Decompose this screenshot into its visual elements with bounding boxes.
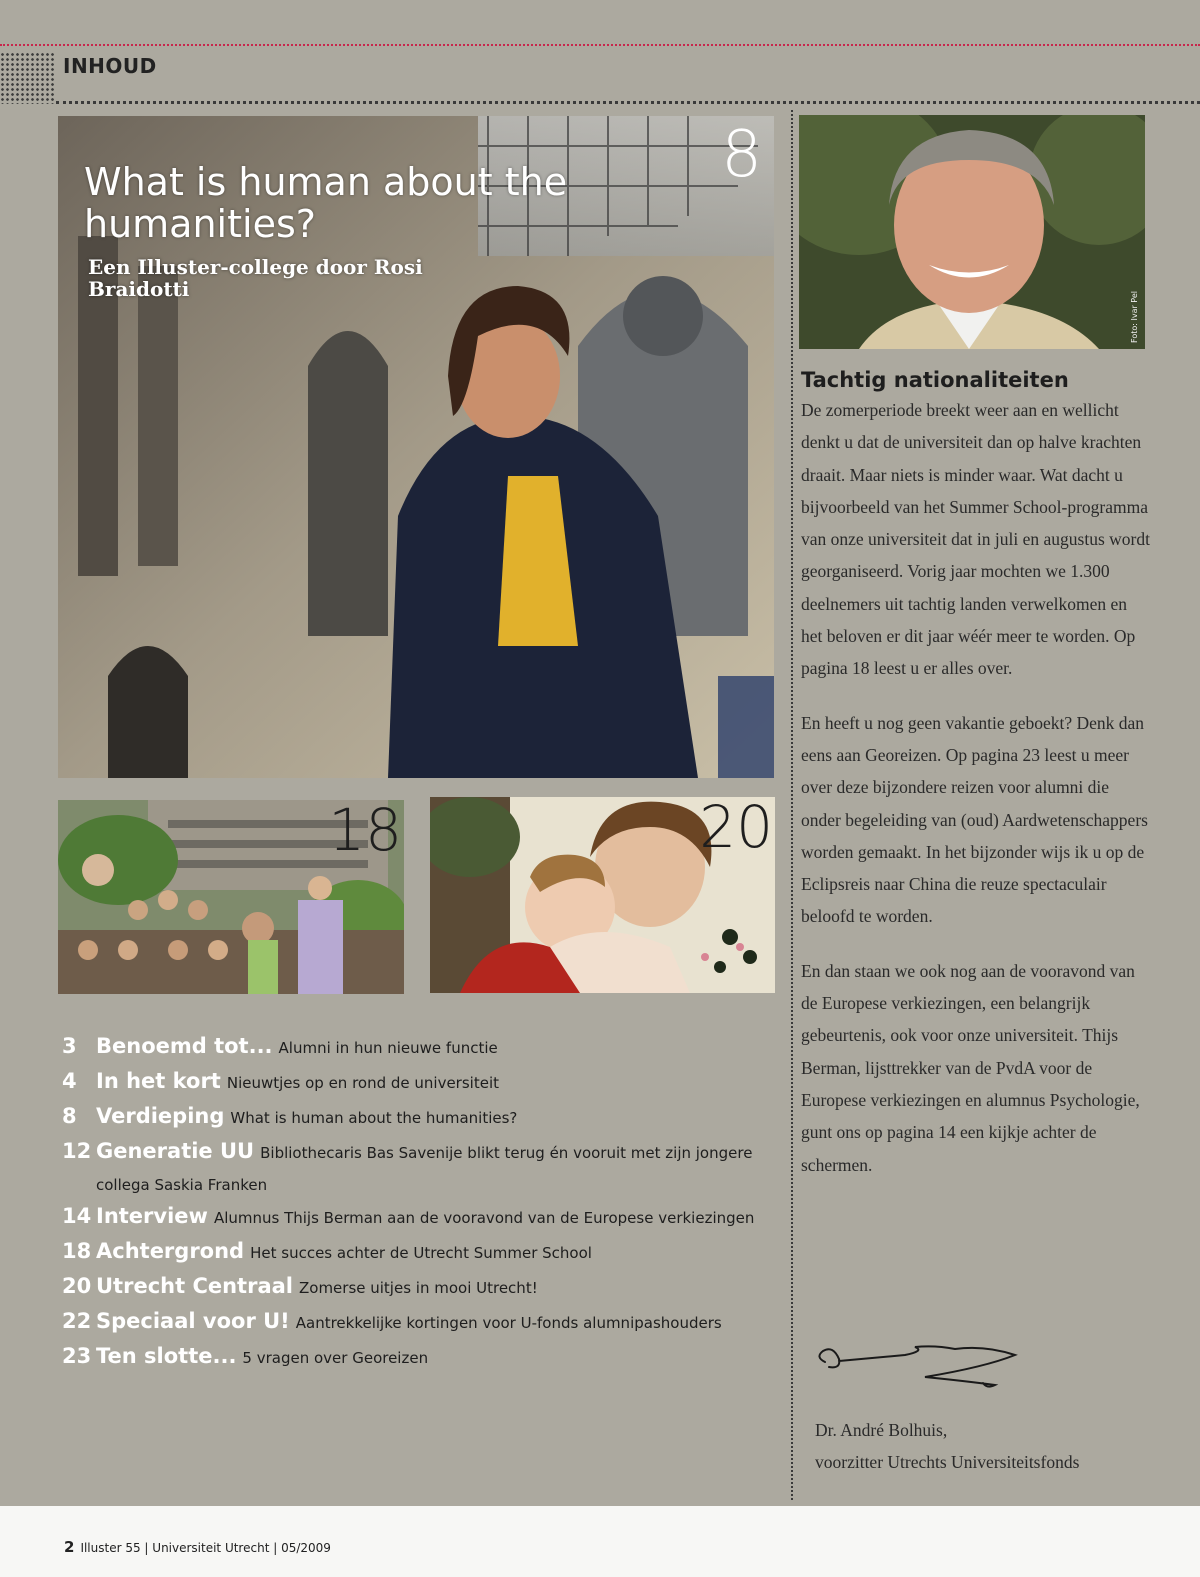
- editorial-paragraph: En dan staan we ook nog aan de vooravond van de Europese verkiezingen, een belangrijk gebeurtenis, ook voor onze universiteit. Thijs Berman, lijsttrekker van de PvdA voor de Europese verkiezingen en alumnus Psychologie, gunt ons op pagina 14 een kijkje achter de schermen.: [801, 960, 1140, 1175]
- summer-school-photo[interactable]: [58, 800, 404, 994]
- column-divider: [791, 110, 793, 1500]
- madonna-page-number: 20: [699, 797, 773, 861]
- page-title: INHOUD: [63, 54, 157, 78]
- editorial-paragraph: De zomerperiode breekt weer aan en wellicht denkt u dat de universiteit dan op halve krachten draait. Maar niets is minder waar. Wat dacht u bijvoorbeeld van het Summer School-programma van onze universiteit dat in juli en augustus wordt georganiseerd. Vorig jaar mochten we 1.300 deelnemers uit tachtig landen verwelkomen en het beloven er dit jaar wéér meer te worden. Op pagina 18 leest u er alles over.: [801, 400, 1150, 679]
- toc-section: Speciaal voor U!: [96, 1309, 290, 1333]
- toc-page-number: 23: [62, 1344, 92, 1368]
- signatory: [815, 1414, 1079, 1478]
- toc-page-number: 14: [62, 1204, 92, 1228]
- toc-page-number: 4: [62, 1069, 77, 1093]
- editor-portrait-photo[interactable]: [799, 115, 1145, 349]
- madonna-painting-photo[interactable]: [430, 797, 775, 993]
- toc-page-number: 18: [62, 1239, 92, 1263]
- toc-description: Bibliothecaris Bas Savenije blikt terug én vooruit met zijn jongere: [260, 1144, 753, 1162]
- summer-school-page-number: 18: [328, 800, 402, 864]
- toc-section: Utrecht Centraal: [96, 1274, 293, 1298]
- editorial-column: [801, 368, 1151, 1203]
- toc-section: Ten slotte...: [96, 1344, 237, 1368]
- toc-section: In het kort: [96, 1069, 221, 1093]
- toc-description: Nieuwtjes op en rond de universiteit: [226, 1074, 499, 1092]
- toc-section: Verdieping: [96, 1104, 225, 1128]
- toc-item[interactable]: [62, 1235, 782, 1270]
- toc-section: Generatie UU: [96, 1139, 255, 1163]
- footer-page-number: 2: [64, 1538, 75, 1556]
- toc-description: What is human about the humanities?: [230, 1109, 518, 1127]
- page-footer: [0, 1506, 1200, 1577]
- toc-section: Achtergrond: [96, 1239, 245, 1263]
- footer-publication: Illuster 55 | Universiteit Utrecht | 05/2009: [80, 1541, 331, 1555]
- editorial-title: Tachtig nationaliteiten: [801, 368, 1069, 392]
- toc-description-continuation: collega Saskia Franken: [96, 1176, 268, 1194]
- toc-section: Interview: [96, 1204, 208, 1228]
- photo-credit: Foto: Ivar Pel: [1130, 291, 1139, 343]
- portrait-illustration: [799, 115, 1145, 349]
- toc-item[interactable]: [62, 1340, 782, 1375]
- feature-page-number: 8: [721, 118, 762, 192]
- toc-item[interactable]: [62, 1200, 782, 1235]
- toc-description: Het succes achter de Utrecht Summer School: [250, 1244, 592, 1262]
- toc-section: Benoemd tot...: [96, 1034, 273, 1058]
- toc-item[interactable]: [62, 1135, 782, 1200]
- toc-page-number: 12: [62, 1139, 92, 1163]
- feature-subtitle: Een Illuster-college door Rosi Braidotti: [88, 255, 423, 301]
- toc-item[interactable]: [62, 1100, 782, 1135]
- toc-item[interactable]: [62, 1270, 782, 1305]
- toc-description: Aantrekkelijke kortingen voor U-fonds alumnipashouders: [295, 1314, 722, 1332]
- feature-title[interactable]: What is human about the humanities?: [84, 160, 568, 246]
- table-of-contents: [62, 1030, 782, 1375]
- toc-page-number: 3: [62, 1034, 77, 1058]
- toc-description: 5 vragen over Georeizen: [242, 1349, 429, 1367]
- toc-item[interactable]: [62, 1065, 782, 1100]
- toc-item[interactable]: [62, 1305, 782, 1340]
- main-feature-photo[interactable]: [58, 116, 774, 778]
- toc-description: Alumni in hun nieuwe functie: [278, 1039, 498, 1057]
- toc-page-number: 22: [62, 1309, 92, 1333]
- toc-description: Zomerse uitjes in mooi Utrecht!: [298, 1279, 538, 1297]
- header-dotted-rule: [56, 101, 1200, 104]
- signatory-role: voorzitter Utrechts Universiteitsfonds: [815, 1452, 1080, 1472]
- signatory-name: Dr. André Bolhuis,: [815, 1420, 948, 1440]
- toc-page-number: 20: [62, 1274, 92, 1298]
- toc-page-number: 8: [62, 1104, 77, 1128]
- header-dot-pattern: [0, 52, 56, 104]
- top-dotted-rule: [0, 44, 1200, 46]
- handwritten-signature: [815, 1337, 1025, 1397]
- toc-item[interactable]: [62, 1030, 782, 1065]
- editorial-paragraph: En heeft u nog geen vakantie geboekt? Denk dan eens aan Georeizen. Op pagina 23 leest u meer over deze bijzondere reizen voor alumni die onder begeleiding van (oud) Aardwetenschappers worden gemaakt. In het bijzonder wijs ik u op de Eclipsreis naar China die reuze spectaculair beloofd te worden.: [801, 712, 1148, 927]
- footer-text: [64, 1538, 331, 1556]
- toc-description: Alumnus Thijs Berman aan de vooravond van de Europese verkiezingen: [213, 1209, 755, 1227]
